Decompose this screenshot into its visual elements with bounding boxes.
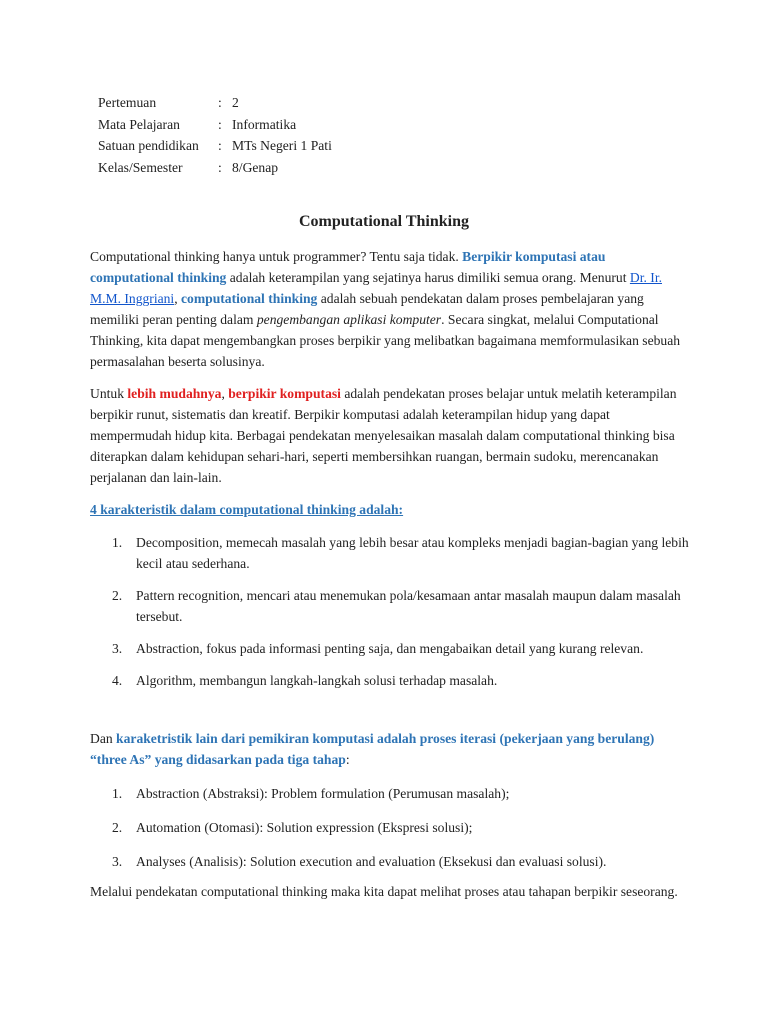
text-run: Dan <box>90 731 117 746</box>
list-number: 2. <box>112 588 123 603</box>
meta-table <box>98 92 332 178</box>
list-number: 1. <box>112 786 123 801</box>
meta-row <box>98 114 332 136</box>
meta-label: Pertemuan <box>98 95 157 110</box>
text-run: , <box>221 386 229 401</box>
list-text: Abstraction (Abstraksi): Problem formulation (Perumusan masalah); <box>136 786 510 801</box>
paragraph-intro <box>90 246 690 372</box>
section-heading-characteristics: 4 karakteristik dalam computational thinking adalah: <box>90 502 404 517</box>
list-number: 2. <box>112 820 123 835</box>
paragraph-three-as <box>90 728 690 770</box>
meta-value: MTs Negeri 1 Pati <box>232 138 332 153</box>
highlight-text: Berpikir komputasi atau computational thinking <box>90 249 606 285</box>
list-item <box>90 638 690 659</box>
meta-value: 8/Genap <box>232 159 279 175</box>
meta-row <box>98 135 332 157</box>
characteristics-list <box>90 532 690 702</box>
highlight-text: karaketristik lain dari pemikiran komputasi adalah proses iterasi (pekerjaan yang berulang) “three As” yang didasarkan pada tiga tahap <box>90 731 655 767</box>
meta-row <box>98 92 332 114</box>
list-item <box>90 851 690 872</box>
list-item <box>90 532 690 574</box>
author-link[interactable]: Dr. Ir. M.M. Inggriani <box>90 270 662 306</box>
meta-colon: : <box>218 138 222 153</box>
text-run: : <box>345 752 350 767</box>
three-as-list <box>90 783 690 885</box>
meta-colon: : <box>218 95 222 110</box>
list-item <box>90 783 690 804</box>
highlight-text: computational thinking <box>181 291 318 306</box>
text-run: adalah sebuah pendekatan dalam proses pembelajaran yang memiliki peran penting dalam <box>90 291 644 327</box>
meta-label: Satuan pendidikan <box>98 138 199 153</box>
list-item <box>90 670 690 691</box>
list-text: Pattern recognition, mencari atau menemukan pola/kesamaan antar masalah maupun dalam masalah tersebut. <box>136 588 681 624</box>
paragraph-conclusion: Melalui pendekatan computational thinking maka kita dapat melihat proses atau tahapan berpikir seseorang. <box>90 884 678 899</box>
document-title: Computational Thinking <box>299 213 469 230</box>
meta-label: Mata Pelajaran <box>98 116 180 132</box>
list-number: 3. <box>112 854 123 869</box>
text-run: , <box>174 291 181 306</box>
list-text: Abstraction, fokus pada informasi penting saja, dan mengabaikan detail yang kurang relevan. <box>136 641 644 656</box>
list-item <box>90 817 690 838</box>
text-run: . Secara singkat, melalui Computational Thinking, kita dapat mengembangkan proses berpikir yang melibatkan bagaimana memformulasikan sebuah permasalahan beserta solusinya. <box>90 312 681 369</box>
italic-text: pengembangan aplikasi komputer <box>256 312 442 327</box>
red-highlight-text: lebih mudahnya <box>127 386 222 401</box>
meta-colon: : <box>218 159 222 175</box>
meta-value: Informatika <box>232 116 297 132</box>
meta-colon: : <box>218 116 222 132</box>
red-highlight-text: berpikir komputasi <box>228 386 341 401</box>
meta-row <box>98 157 332 179</box>
list-text: Decomposition, memecah masalah yang lebih besar atau kompleks menjadi bagian-bagian yang lebih kecil atau sederhana. <box>136 535 689 571</box>
text-run: Computational thinking hanya untuk programmer? Tentu saja tidak. <box>90 249 463 264</box>
list-item <box>90 585 690 627</box>
list-text: Automation (Otomasi): Solution expression (Ekspresi solusi); <box>136 820 473 835</box>
list-number: 4. <box>112 673 123 688</box>
text-run: Untuk <box>90 386 128 401</box>
meta-value: 2 <box>232 95 239 110</box>
paragraph-explanation <box>90 383 690 488</box>
list-text: Algorithm, membangun langkah-langkah solusi terhadap masalah. <box>136 673 498 688</box>
text-run: adalah pendekatan proses belajar untuk melatih keterampilan berpikir runut, sistematis dan kreatif. Berpikir komputasi adalah keterampilan hidup yang dapat mempermudah hidup kita. Berbagai pendekatan menyelesaikan masalah dalam computational thinking bisa diterapkan dalam kehidupan sehari-hari, seperti membersihkan ruangan, bermain sudoku, merencanakan perjalanan dan lain-lain. <box>90 386 677 485</box>
text-run: adalah keterampilan yang sejatinya harus dimiliki semua orang. Menurut <box>226 270 630 285</box>
list-number: 1. <box>112 535 123 550</box>
list-text: Analyses (Analisis): Solution execution and evaluation (Eksekusi dan evaluasi solusi). <box>136 854 607 869</box>
list-number: 3. <box>112 641 123 656</box>
meta-label: Kelas/Semester <box>98 159 183 175</box>
